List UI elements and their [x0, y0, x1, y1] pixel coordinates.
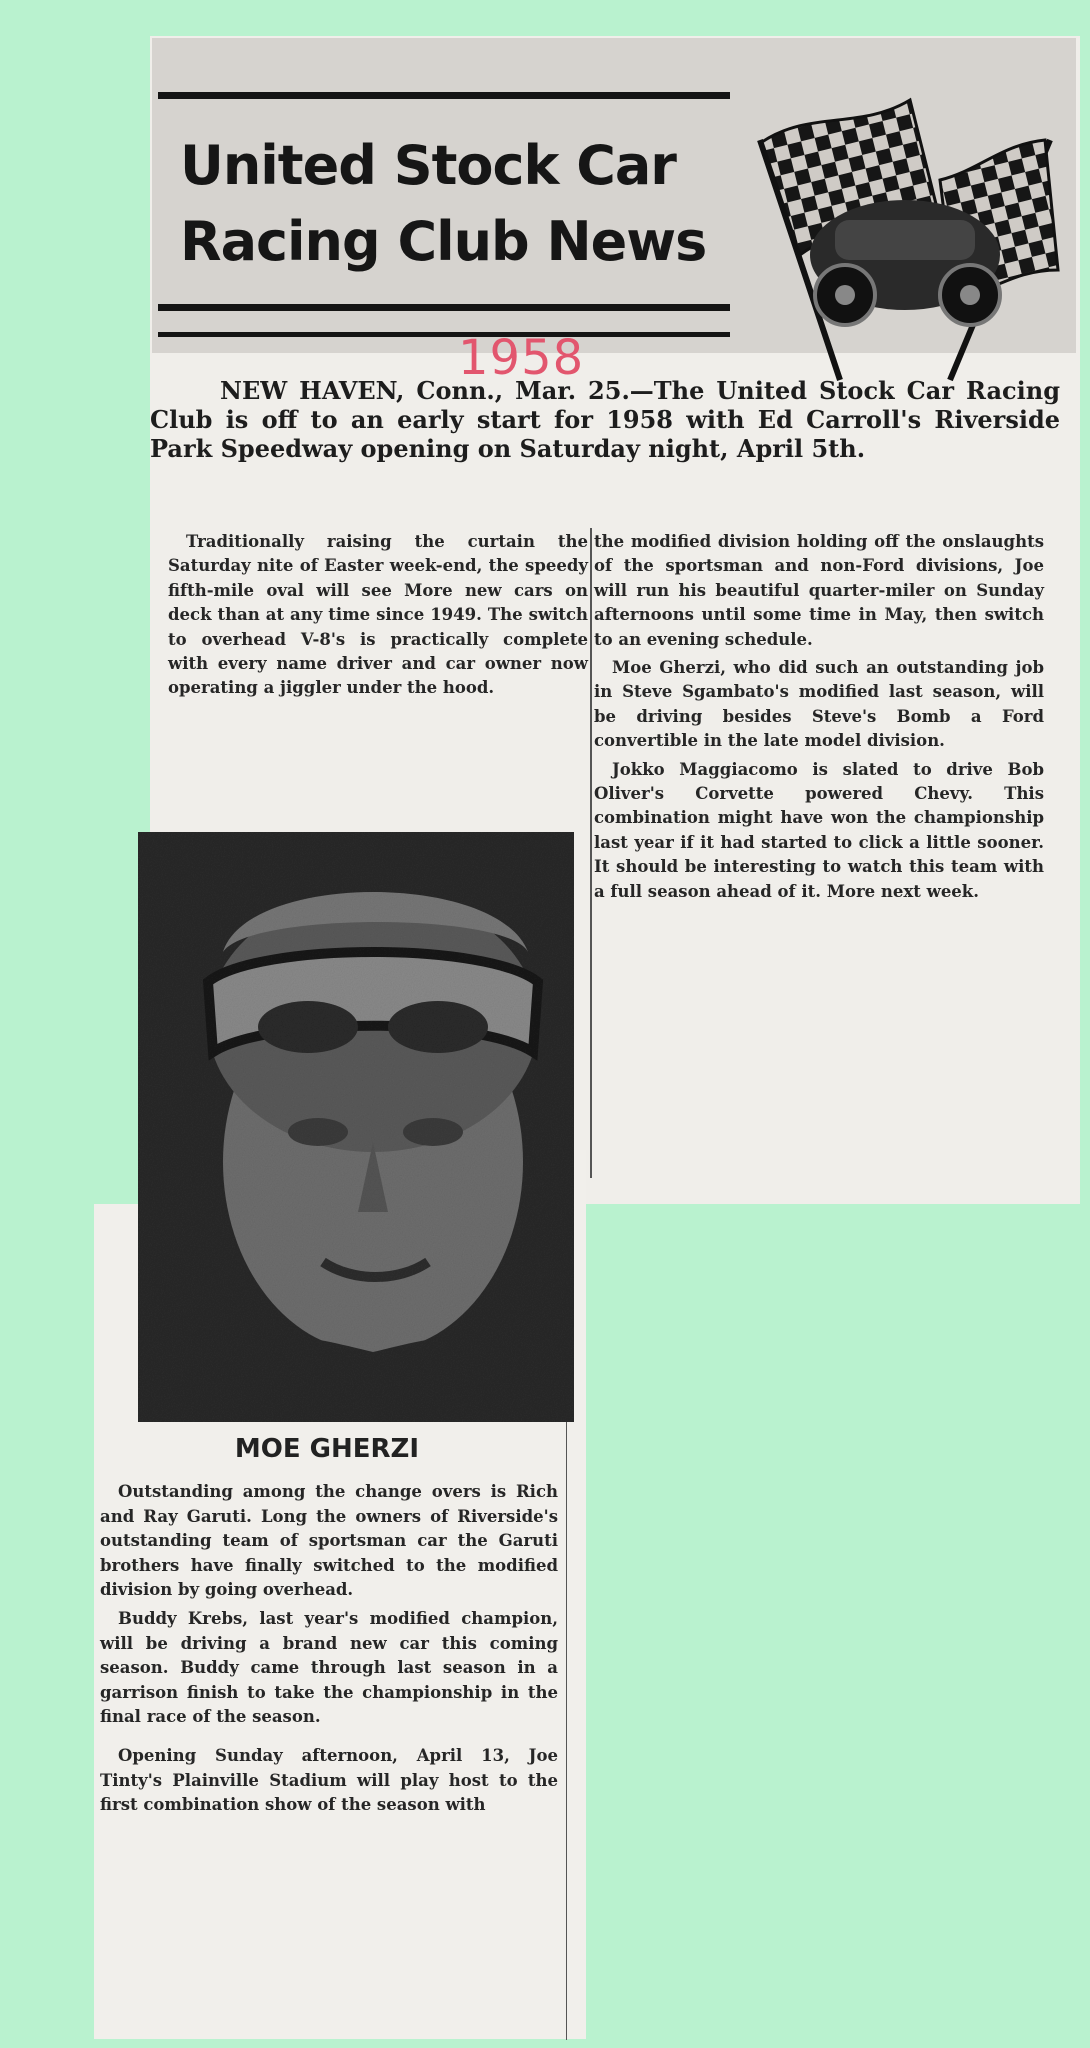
article-paragraph: Moe Gherzi, who did such an outstanding job in Steve Sgambato's modified last season, will be driving besides Steve's Bomb a Ford convertible in the late model division.	[594, 658, 1044, 751]
article-paragraph: Opening Sunday afternoon, April 13, Joe Tinty's Plainville Stadium will play host to the first combination show of the season with	[100, 1745, 558, 1815]
column-divider	[590, 528, 592, 1178]
article-column-right	[594, 530, 1044, 908]
photo-caption: MOE GHERZI	[234, 1434, 420, 1464]
article-lead-paragraph: NEW HAVEN, Conn., Mar. 25.—The United Stock Car Racing Club is off to an early start for 1958 with Ed Carroll's Riverside Park Speedway opening on Saturday night, April 5th.	[150, 376, 1060, 463]
masthead-rule-bottom-thin	[158, 332, 730, 337]
article-paragraph: Buddy Krebs, last year's modified champion, will be driving a brand new car this coming season. Buddy came through last season in a garrison finish to take the championship in the final race of the season.	[100, 1608, 558, 1727]
masthead-rule-bottom	[158, 304, 730, 311]
article-paragraph: Outstanding among the change overs is Rich and Ray Garuti. Long the owners of Riverside's outstanding team of sportsman car the Garuti brothers have finally switched to the modified division by going overhead.	[100, 1482, 558, 1600]
masthead-title: United Stock Car Racing Club News	[180, 134, 707, 273]
article-paragraph: the modified division holding off the onslaughts of the sportsman and non-Ford divisions, Joe will run his beautiful quarter-miler on Sunday afternoons until some time in May, then switch to an evening schedule.	[594, 532, 1044, 649]
driver-portrait-photo	[138, 832, 574, 1422]
article-column-left	[168, 530, 588, 705]
handwritten-year-annotation: 1958	[458, 330, 585, 386]
article-paragraph: Traditionally raising the curtain the Saturday nite of Easter week-end, the speedy fifth-mile oval will see More new cars on deck than at any time since 1949. The switch to overhead V-8's is practically complete with every name driver and car owner now operating a jiggler under the hood.	[168, 532, 588, 698]
checkered-flags-race-car-icon	[740, 70, 1070, 390]
article-column-lower	[100, 1480, 558, 1822]
masthead-rule-top	[158, 92, 730, 99]
article-paragraph: Jokko Maggiacomo is slated to drive Bob Oliver's Corvette powered Chevy. This combination might have won the championship last year if it had started to click a little sooner. It should be interesting to watch this team with a full season ahead of it. More next week.	[594, 759, 1044, 901]
